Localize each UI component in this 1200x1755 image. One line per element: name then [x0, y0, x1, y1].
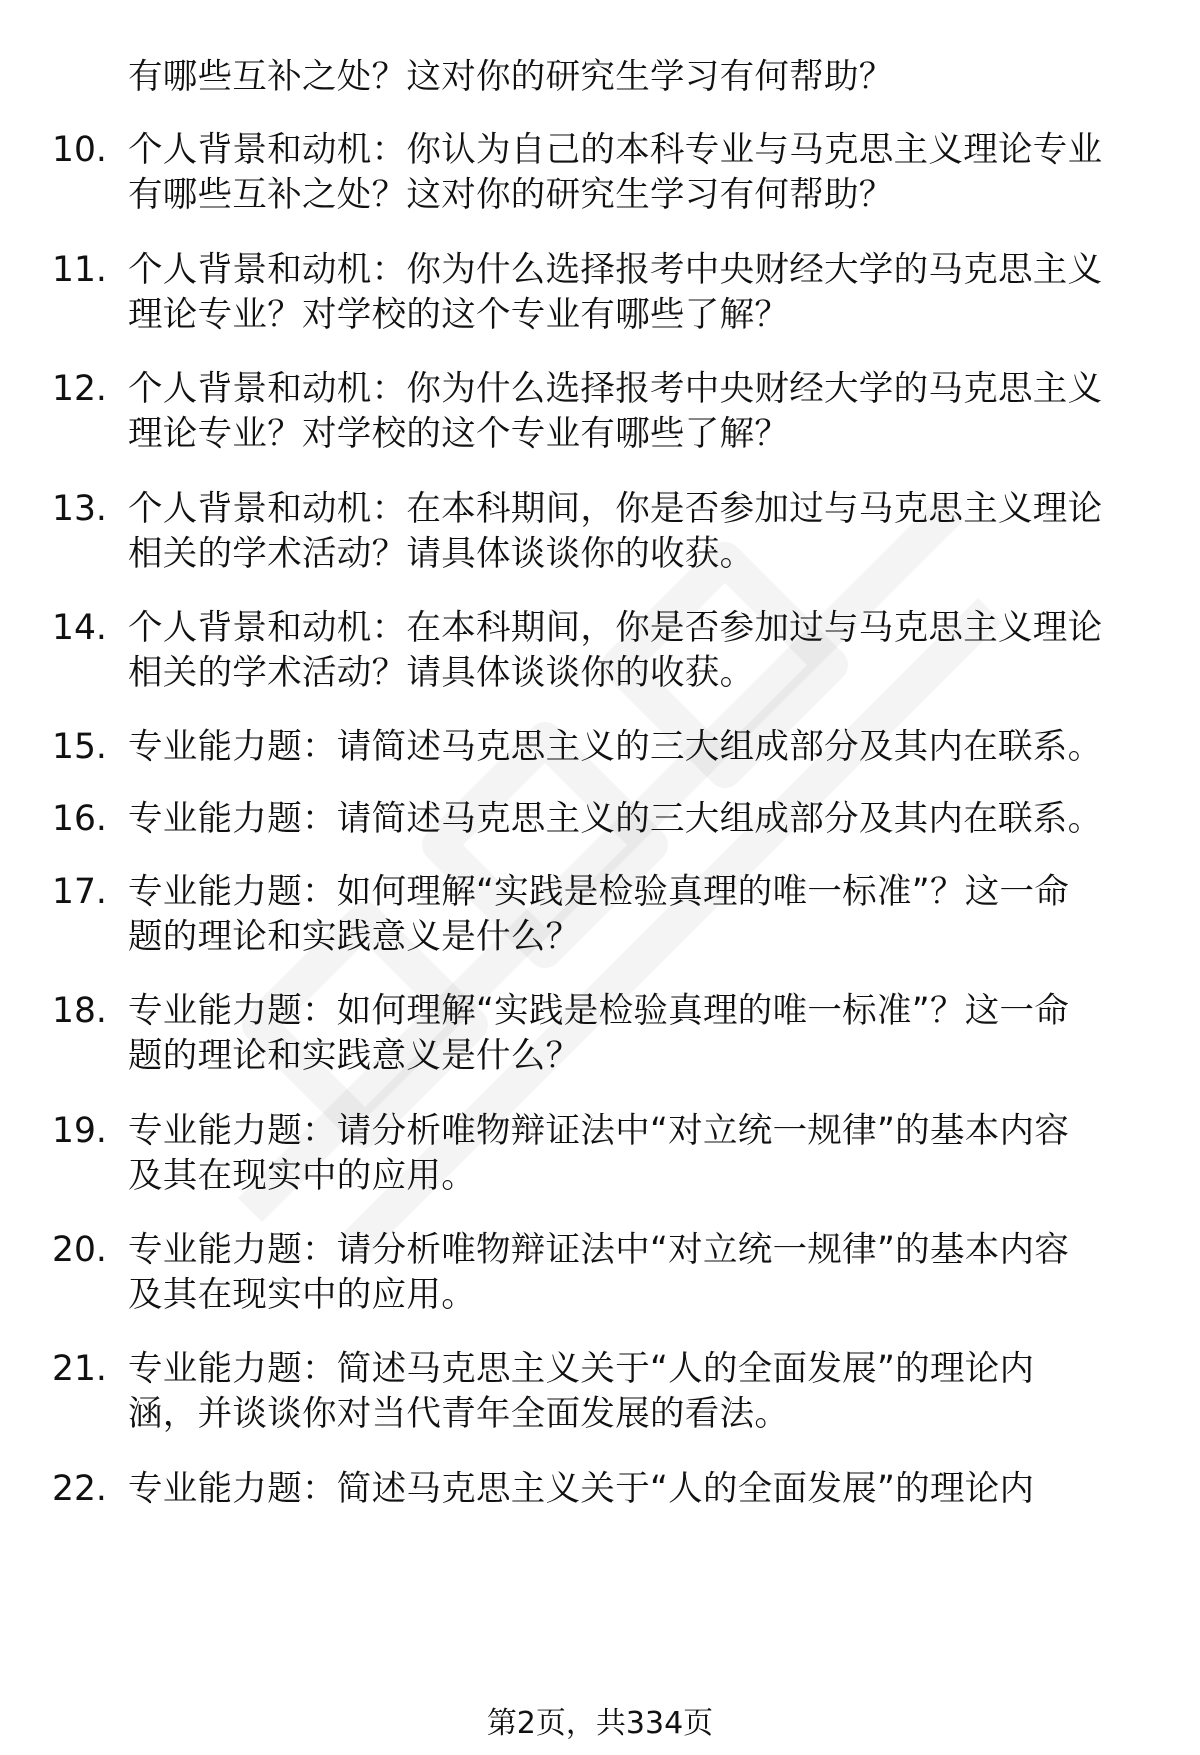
item-number: 11.: [52, 250, 107, 290]
item-line: 及其在现实中的应用。: [128, 1275, 476, 1315]
item-line: 专业能力题：简述马克思主义关于“人的全面发展”的理论内: [128, 1469, 1035, 1509]
item-number: 22.: [52, 1469, 107, 1509]
item-line: 个人背景和动机：你认为自己的本科专业与马克思主义理论专业: [128, 130, 1103, 170]
item-number: 12.: [52, 369, 107, 409]
item-line: 个人背景和动机：在本科期间，你是否参加过与马克思主义理论: [128, 608, 1103, 648]
item-line: 涵，并谈谈你对当代青年全面发展的看法。: [128, 1394, 790, 1434]
item-number: 10.: [52, 130, 107, 170]
item-line: 有哪些互补之处？这对你的研究生学习有何帮助？: [128, 175, 894, 215]
item-number: 14.: [52, 608, 107, 648]
item-line: 题的理论和实践意义是什么？: [128, 1036, 581, 1076]
item-line: 个人背景和动机：你为什么选择报考中央财经大学的马克思主义: [128, 250, 1103, 290]
item-line: 理论专业？对学校的这个专业有哪些了解？: [128, 414, 790, 454]
item-line: 专业能力题：请分析唯物辩证法中“对立统一规律”的基本内容: [128, 1111, 1070, 1151]
item-line: 专业能力题：请简述马克思主义的三大组成部分及其内在联系。: [128, 727, 1103, 767]
continuation-line: 有哪些互补之处？这对你的研究生学习有何帮助？: [128, 57, 894, 97]
item-line: 专业能力题：如何理解“实践是检验真理的唯一标准”？这一命: [128, 872, 1070, 912]
item-line: 相关的学术活动？请具体谈谈你的收获。: [128, 653, 755, 693]
item-number: 15.: [52, 727, 107, 767]
item-line: 个人背景和动机：在本科期间，你是否参加过与马克思主义理论: [128, 489, 1103, 529]
item-line: 相关的学术活动？请具体谈谈你的收获。: [128, 534, 755, 574]
item-line: 个人背景和动机：你为什么选择报考中央财经大学的马克思主义: [128, 369, 1103, 409]
item-number: 20.: [52, 1230, 107, 1270]
item-line: 专业能力题：简述马克思主义关于“人的全面发展”的理论内: [128, 1349, 1035, 1389]
item-line: 题的理论和实践意义是什么？: [128, 917, 581, 957]
item-number: 18.: [52, 991, 107, 1031]
item-line: 及其在现实中的应用。: [128, 1156, 476, 1196]
item-line: 专业能力题：请简述马克思主义的三大组成部分及其内在联系。: [128, 799, 1103, 839]
item-line: 专业能力题：如何理解“实践是检验真理的唯一标准”？这一命: [128, 991, 1070, 1031]
item-line: 理论专业？对学校的这个专业有哪些了解？: [128, 295, 790, 335]
item-number: 13.: [52, 489, 107, 529]
item-number: 19.: [52, 1111, 107, 1151]
item-line: 专业能力题：请分析唯物辩证法中“对立统一规律”的基本内容: [128, 1230, 1070, 1270]
item-number: 21.: [52, 1349, 107, 1389]
item-number: 16.: [52, 799, 107, 839]
page-footer: 第2页，共334页: [486, 1706, 714, 1741]
item-number: 17.: [52, 872, 107, 912]
